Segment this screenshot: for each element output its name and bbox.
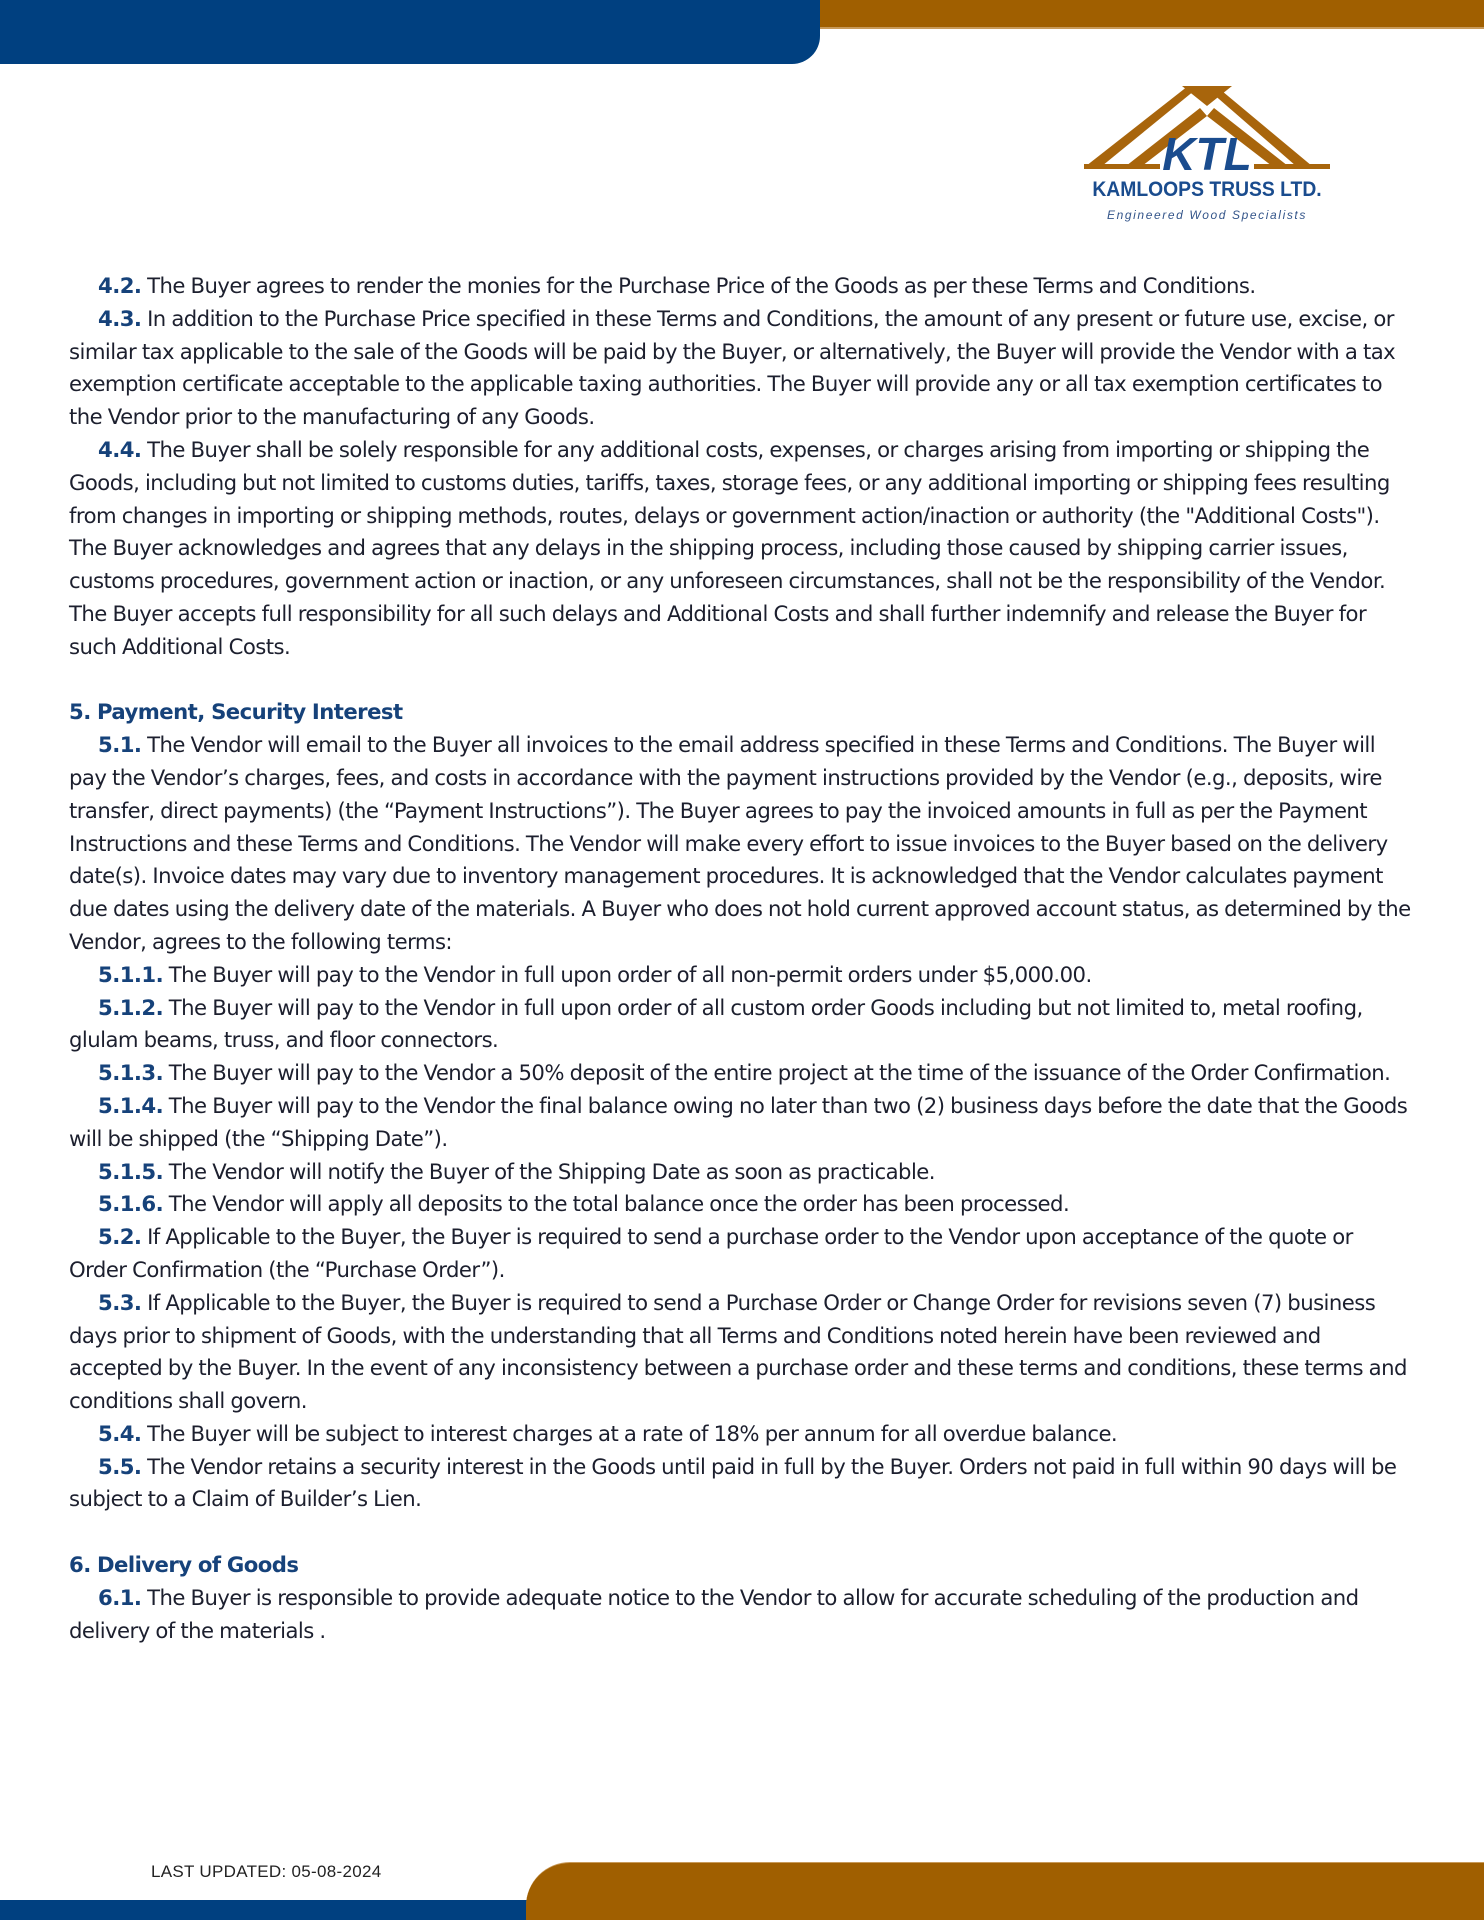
clause-text: If Applicable to the Buyer, the Buyer is required to send a Purchase Order or Change Order for revisions seven (7) business days prior to shipment of Goods, with the understanding that all Terms and Conditions noted herein have been reviewed and accepted by the Buyer. In the event of any inconsistency between a purchase order and these terms and conditions, these terms and conditions shall govern. [69, 1289, 1407, 1414]
clause-text: The Buyer will pay to the Vendor in full upon order of all non-permit orders under $5,000.00. [163, 961, 1092, 987]
clause-number: 5.1.2. [98, 994, 164, 1020]
clause-number: 5.1.6. [98, 1191, 164, 1217]
terms-document-body [69, 270, 1414, 1647]
last-updated-date: LAST UPDATED: 05-08-2024 [151, 1862, 382, 1881]
clause-number: 5.1.3. [98, 1060, 164, 1086]
clause-5-1-2 [69, 992, 1414, 1058]
clause-5-1-3 [69, 1057, 1414, 1090]
clause-5-4 [69, 1418, 1414, 1451]
clause-text: The Buyer will pay to the Vendor a 50% deposit of the entire project at the time of the issuance of the Order Confirmation. [163, 1060, 1391, 1086]
clause-number: 5.4. [98, 1420, 142, 1446]
clause-number: 4.4. [98, 436, 142, 462]
header-band-gold [820, 0, 1484, 29]
section-4-continued [69, 270, 1414, 664]
clause-5-2 [69, 1221, 1414, 1287]
header-band-blue [0, 0, 820, 64]
company-logo [1082, 82, 1332, 232]
clause-text: The Vendor will apply all deposits to the total balance once the order has been processed. [163, 1191, 1070, 1217]
clause-5-1-6 [69, 1188, 1414, 1221]
clause-text: The Buyer will pay to the Vendor in full upon order of all custom order Goods including but not limited to, metal roofing, glulam beams, truss, and floor connectors. [69, 994, 1363, 1053]
clause-text: If Applicable to the Buyer, the Buyer is required to send a purchase order to the Vendor upon acceptance of the quote or Order Confirmation (the “Purchase Order”). [69, 1224, 1353, 1282]
clause-5-3 [69, 1287, 1414, 1418]
clause-text: The Buyer will be subject to interest charges at a rate of 18% per annum for all overdue balance. [141, 1420, 1118, 1446]
section-heading: 6. Delivery of Goods [69, 1552, 299, 1578]
clause-number: 5.5. [98, 1453, 142, 1479]
footer-band-blue [0, 1900, 560, 1920]
footer-band-gold [526, 1862, 1484, 1920]
clause-5-1-1 [69, 959, 1414, 992]
clause-4-4 [69, 434, 1414, 664]
roof-truss-icon [1082, 82, 1332, 178]
section-heading: 5. Payment, Security Interest [69, 699, 403, 725]
clause-5-1 [69, 729, 1414, 959]
clause-4-2 [69, 270, 1414, 303]
clause-text: The Vendor retains a security interest in the Goods until paid in full by the Buyer. Orders not paid in full within 90 days will be subject to a Claim of Builder’s Lien. [69, 1453, 1397, 1512]
clause-number: 5.2. [98, 1224, 142, 1250]
clause-number: 6.1. [98, 1584, 142, 1610]
clause-number: 5.3. [98, 1289, 142, 1315]
clause-number: 4.3. [98, 305, 142, 331]
clause-text: The Buyer is responsible to provide adequate notice to the Vendor to allow for accurate scheduling of the production and delivery of the materials . [69, 1584, 1359, 1643]
clause-text: The Buyer shall be solely responsible for any additional costs, expenses, or charges arising from importing or shipping the Goods, including but not limited to customs duties, tariffs, taxes, storage fees, or any additional importing or shipping fees resulting from changes in importing or shipping methods, routes, delays or government action/inaction or authority (the "Additional Costs"). The Buyer acknowledges and agrees that any delays in the shipping process, including those caused by shipping carrier issues, customs procedures, government action or inaction, or any unforeseen circumstances, shall not be the responsibility of the Vendor. The Buyer accepts full responsibility for all such delays and Additional Costs and shall further indemnify and release the Buyer for such Additional Costs. [69, 436, 1390, 659]
clause-text: The Vendor will notify the Buyer of the Shipping Date as soon as practicable. [163, 1158, 935, 1184]
clause-5-1-5 [69, 1156, 1414, 1189]
clause-number: 4.2. [98, 273, 142, 298]
clause-text: The Vendor will email to the Buyer all invoices to the email address specified in these Terms and Conditions. The Buyer will pay the Vendor’s charges, fees, and costs in accordance with the payment instructions provided by the Vendor (e.g., deposits, wire transfer, direct payments) (the “Payment Instructions”). The Buyer agrees to pay the invoiced amounts in full as per the Payment Instructions and these Terms and Conditions. The Vendor will make every effort to issue invoices to the Buyer based on the delivery date(s). Invoice dates may vary due to inventory management procedures. It is acknowledged that the Vendor calculates payment due dates using the delivery date of the materials. A Buyer who does not hold current approved account status, as determined by the Vendor, agrees to the following terms: [69, 732, 1411, 954]
clause-number: 5.1.5. [98, 1158, 164, 1184]
logo-company-name: KAMLOOPS TRUSS LTD. [1092, 178, 1322, 201]
clause-number: 5.1.1. [98, 961, 164, 987]
clause-6-1 [69, 1582, 1414, 1648]
clause-number: 5.1. [98, 732, 142, 758]
clause-text: In addition to the Purchase Price specified in these Terms and Conditions, the amount of any present or future use, excise, or similar tax applicable to the sale of the Goods will be paid by the Buyer, or alternatively, the Buyer will provide the Vendor with a tax exemption certificate acceptable to the applicable taxing authorities. The Buyer will provide any or all tax exemption certificates to the Vendor prior to the manufacturing of any Goods. [69, 305, 1396, 430]
clause-text: The Buyer will pay to the Vendor the final balance owing no later than two (2) business days before the date that the Goods will be shipped (the “Shipping Date”). [69, 1092, 1408, 1151]
section-5 [69, 696, 1414, 1516]
clause-5-1-4 [69, 1090, 1414, 1156]
logo-monogram: KTL [1162, 128, 1252, 178]
logo-tagline: Engineered Wood Specialists [1107, 208, 1307, 222]
clause-text: The Buyer agrees to render the monies for the Purchase Price of the Goods as per these Terms and Conditions. [141, 273, 1256, 298]
section-6 [69, 1549, 1414, 1647]
clause-5-5 [69, 1451, 1414, 1517]
clause-4-3 [69, 303, 1414, 434]
clause-number: 5.1.4. [98, 1092, 164, 1118]
